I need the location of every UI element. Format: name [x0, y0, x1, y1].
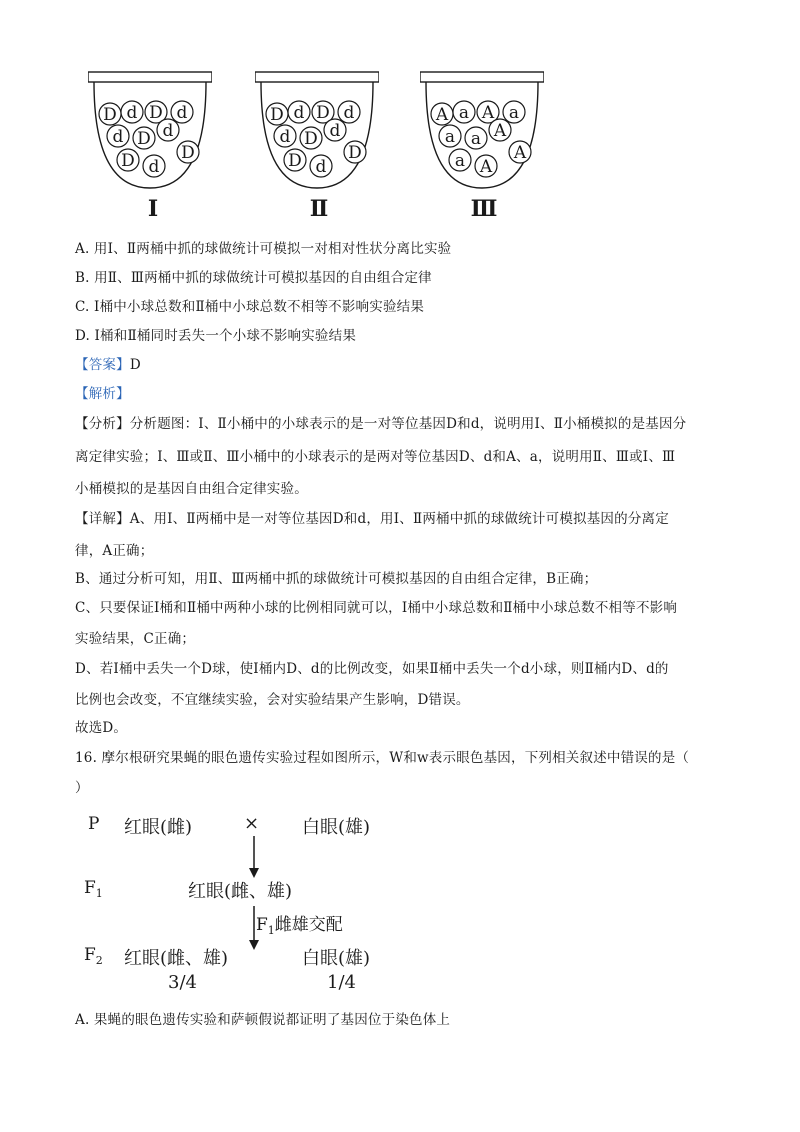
answer-value: D — [129, 357, 141, 373]
ball-letter: D — [149, 103, 163, 123]
ball-letter: d — [329, 121, 341, 141]
ball-letter: A — [513, 143, 527, 163]
detail-line-8: 故选D。 — [75, 720, 128, 736]
option-a: A. 用Ⅰ、Ⅱ两桶中抓的球做统计可模拟一对相对性状分离比实验 — [75, 241, 452, 257]
ball-letter: D — [348, 143, 362, 163]
ball — [475, 155, 497, 177]
ball-letter: d — [148, 157, 160, 177]
ball — [449, 149, 471, 171]
option-d: D. Ⅰ桶和Ⅱ桶同时丢失一个小球不影响实验结果 — [75, 328, 357, 344]
ball — [300, 127, 322, 149]
ball-letter: D — [137, 129, 151, 149]
ball-letter: d — [176, 103, 188, 123]
detail-line-5: 实验结果，C正确； — [75, 631, 196, 647]
ratio-red: 3/4 — [168, 972, 197, 993]
ball — [324, 119, 346, 141]
bucket-label-3: Ⅲ — [470, 196, 498, 222]
ball-letter: a — [470, 129, 482, 149]
ball-letter: A — [479, 157, 493, 177]
ball-letter: a — [508, 103, 520, 123]
ball — [344, 141, 366, 163]
ball-letter: A — [493, 121, 507, 141]
bucket-label-2: Ⅱ — [309, 196, 329, 222]
option-c: C. Ⅰ桶中小球总数和Ⅱ桶中小球总数不相等不影响实验结果 — [75, 299, 425, 315]
bucket-figure — [80, 70, 580, 230]
ball — [338, 101, 360, 123]
option-b: B. 用Ⅱ、Ⅲ两桶中抓的球做统计可模拟基因的自由组合定律 — [75, 270, 432, 286]
analysis-line-3: 小桶模拟的是基因自由组合定律实验。 — [75, 481, 308, 497]
analysis-line-1: 【分析】分析题图：Ⅰ、Ⅱ小桶中的小球表示的是一对等位基因D和d，说明用Ⅰ、Ⅱ小桶模拟的是基因分 — [75, 416, 687, 432]
ball-letter: A — [435, 105, 449, 125]
f2-red: 红眼(雌、雄) — [124, 948, 229, 969]
detail-line-2: 律，A正确； — [75, 543, 154, 559]
ball — [310, 155, 332, 177]
ball-letter: a — [444, 127, 456, 147]
detail-line-6: D、若Ⅰ桶中丢失一个D球，使Ⅰ桶内D、d的比例改变，如果Ⅱ桶中丢失一个d小球，则Ⅱ桶内D、d的 — [75, 661, 669, 677]
f1-phenotype: 红眼(雌、雄) — [188, 881, 293, 902]
ball-letter: D — [103, 105, 117, 125]
ball-letter: d — [315, 157, 327, 177]
ball-letter: a — [458, 103, 470, 123]
ball — [107, 125, 129, 147]
ball — [439, 125, 461, 147]
ball — [266, 103, 288, 125]
ball — [143, 155, 165, 177]
cross-sign: × — [244, 813, 260, 834]
arrow-head-1 — [249, 868, 259, 878]
p-male: 白眼(雄) — [302, 817, 371, 838]
ball-letter: d — [112, 127, 124, 147]
bucket-rim — [420, 72, 544, 82]
analysis-line-2: 离定律实验；Ⅰ、Ⅲ或Ⅱ、Ⅲ小桶中的小球表示的是两对等位基因D、d和A、a，说明用Ⅱ、Ⅲ或Ⅰ、Ⅲ — [75, 449, 676, 465]
answer-line — [75, 354, 141, 376]
f1-label: $F_1$ — [84, 878, 103, 900]
ball-letter: D — [121, 151, 135, 171]
bucket-2 — [255, 70, 379, 195]
ball — [121, 101, 143, 123]
q16-stem-line-1: 16. 摩尔根研究果蝇的眼色遗传实验过程如图所示，W和w表示眼色基因，下列相关叙述中错误的是（ — [75, 750, 690, 766]
bucket-rim — [255, 72, 379, 82]
ball-letter: A — [481, 103, 495, 123]
ratio-white: 1/4 — [327, 972, 356, 993]
ball — [509, 141, 531, 163]
ball — [284, 149, 306, 171]
arrows — [248, 836, 260, 956]
ball — [431, 103, 453, 125]
ball — [117, 149, 139, 171]
q16-option-a: A. 果蝇的眼色遗传实验和萨顿假说都证明了基因位于染色体上 — [75, 1012, 451, 1028]
ball — [489, 119, 511, 141]
ball-letter: d — [293, 103, 305, 123]
q16-stem-line-2: ） — [75, 780, 89, 796]
ball — [133, 127, 155, 149]
ball — [453, 101, 475, 123]
detail-line-7: 比例也会改变，不宜继续实验，会对实验结果产生影响，D错误。 — [75, 692, 470, 708]
detail-line-3: B、通过分析可知，用Ⅱ、Ⅲ两桶中抓的球做统计可模拟基因的自由组合定律，B正确； — [75, 571, 598, 587]
ball — [288, 101, 310, 123]
ball — [177, 141, 199, 163]
cross-diagram — [80, 810, 500, 1010]
ball-letter: d — [162, 121, 174, 141]
ball-letter: D — [270, 105, 284, 125]
bucket-3 — [420, 70, 544, 195]
answer-tag: 【答案】 — [75, 357, 130, 373]
ball — [503, 101, 525, 123]
ball-letter: d — [279, 127, 291, 147]
ball — [99, 103, 121, 125]
ball-letter: D — [288, 151, 302, 171]
bucket-1 — [88, 70, 212, 195]
ball — [171, 101, 193, 123]
p-label: P — [88, 814, 100, 834]
ball — [465, 127, 487, 149]
ball-letter: d — [126, 103, 138, 123]
arrow-head-2 — [249, 940, 259, 950]
detail-line-4: C、只要保证Ⅰ桶和Ⅱ桶中两种小球的比例相同就可以，Ⅰ桶中小球总数和Ⅱ桶中小球总数不相等不影响 — [75, 600, 678, 616]
f2-white: 白眼(雄) — [302, 948, 371, 969]
ball — [157, 119, 179, 141]
jiexi-tag: 【解析】 — [75, 386, 130, 402]
f1-mating-label: $F_1$雌雄交配 — [256, 915, 343, 937]
ball-letter: D — [316, 103, 330, 123]
detail-line-1: 【详解】A、用Ⅰ、Ⅱ两桶中是一对等位基因D和d，用Ⅰ、Ⅱ两桶中抓的球做统计可模拟基因的分离定 — [75, 511, 669, 527]
ball-letter: d — [343, 103, 355, 123]
f2-label: $F_2$ — [84, 945, 103, 967]
bucket-rim — [88, 72, 212, 82]
ball-letter: a — [454, 151, 466, 171]
bucket-label-1: Ⅰ — [147, 196, 159, 222]
ball — [274, 125, 296, 147]
ball-letter: D — [181, 143, 195, 163]
ball-letter: D — [304, 129, 318, 149]
p-female: 红眼(雌) — [124, 817, 193, 838]
